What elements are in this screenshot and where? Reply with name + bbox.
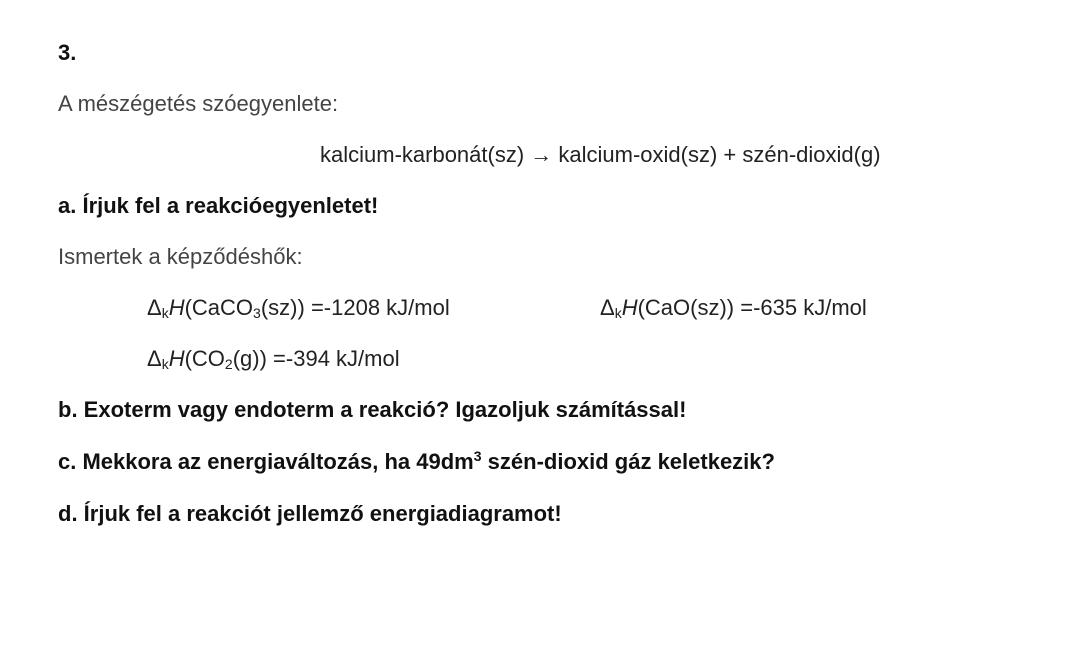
species-pre: (CaO(sz)): [637, 295, 735, 320]
intro-text: A mészégetés szóegyenlete:: [58, 91, 339, 116]
cubic-superscript: 3: [473, 448, 482, 464]
enthalpy-symbol: H: [168, 295, 185, 320]
species-subscript: 3: [253, 305, 261, 321]
species-subscript: 2: [224, 356, 233, 372]
question-c-text-end: szén-dioxid gáz keletkezik?: [481, 449, 775, 474]
enthalpy-value: =-394 kJ/mol: [266, 346, 400, 371]
delta-symbol: Δ: [600, 295, 615, 320]
enthalpy-cao: [600, 297, 867, 319]
question-c-text: c. Mekkora az energiaváltozás, ha 49dm: [58, 449, 474, 474]
enthalpy-symbol: H: [168, 346, 185, 371]
formation-subscript: k: [161, 305, 169, 321]
question-b: b. Exoterm vagy endoterm a reakció? Igazoljuk számítással!: [58, 397, 687, 422]
formation-subscript: k: [161, 356, 169, 372]
delta-symbol: Δ: [147, 295, 162, 320]
enthalpy-caco3: [147, 297, 450, 319]
word-equation: kalcium-karbonát(sz) → kalcium-oxid(sz) + szén-dioxid(g): [320, 142, 881, 167]
enthalpy-co2: [147, 348, 400, 370]
formation-subscript: k: [614, 305, 622, 321]
problem-number: 3.: [58, 40, 77, 65]
known-label: Ismertek a képződéshők:: [58, 244, 303, 269]
species-post: (sz)): [260, 295, 305, 320]
species-post: (g)): [232, 346, 267, 371]
species-pre: (CO: [184, 346, 225, 371]
question-c: [58, 448, 775, 474]
enthalpy-symbol: H: [621, 295, 638, 320]
question-d: d. Írjuk fel a reakciót jellemző energiadiagramot!: [58, 501, 562, 526]
question-a: a. Írjuk fel a reakcióegyenletet!: [58, 193, 379, 218]
enthalpy-value: =-635 kJ/mol: [734, 295, 867, 320]
delta-symbol: Δ: [147, 346, 162, 371]
species-pre: (CaCO: [184, 295, 254, 320]
enthalpy-value: =-1208 kJ/mol: [304, 295, 450, 320]
